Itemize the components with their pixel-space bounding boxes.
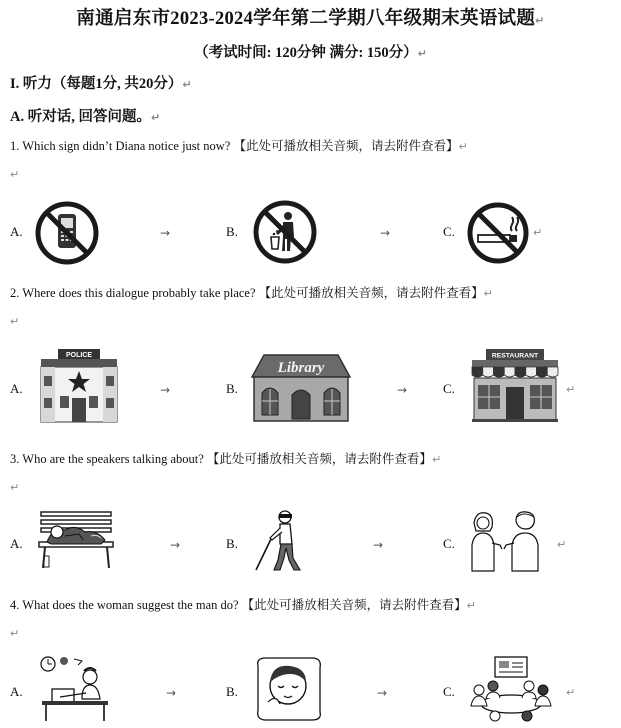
restaurant-building-icon	[470, 347, 560, 423]
two-women-talking-icon	[464, 509, 546, 573]
option-letter-b: B.	[226, 684, 238, 699]
no-littering-sign-icon	[252, 199, 318, 265]
no-smoking-sign-icon	[466, 201, 530, 265]
empty-paragraph-mark: ↵	[10, 168, 20, 181]
option-letter-c: C.	[443, 684, 455, 699]
paragraph-mark: ↵	[533, 226, 543, 239]
police-sign-text: POLICE	[65, 352, 93, 359]
page-title	[0, 4, 621, 30]
option-letter-b: B.	[226, 381, 238, 396]
question-text: 1. Which sign didn’t Diana notice just now? 【此处可播放相关音频，请去附件查看】	[10, 139, 459, 153]
empty-paragraph-mark: ↵	[10, 481, 20, 494]
paragraph-mark: ↵	[566, 686, 576, 699]
no-phone-sign-icon	[34, 200, 100, 266]
paragraph-mark: ↵	[150, 111, 161, 124]
page-title-text: 南通启东市2023-2024学年第二学期八年级期末英语试题	[76, 9, 536, 29]
homeless-man-on-bench-icon	[35, 506, 117, 572]
tab-arrow: →	[160, 383, 171, 397]
question-3	[10, 449, 441, 467]
question-text: 3. Who are the speakers talking about? 【此处可播放相关音频，请去附件查看】	[10, 452, 432, 466]
option-letter-c: C.	[443, 381, 455, 396]
question-1	[10, 136, 468, 154]
exam-info-text: （考试时间: 120分钟 满分: 150分）	[194, 45, 418, 61]
option-letter-a: A.	[10, 224, 23, 239]
section-heading	[10, 72, 192, 93]
paragraph-mark: ↵	[182, 78, 192, 91]
paragraph-mark: ↵	[557, 538, 567, 551]
subsection-heading	[10, 105, 160, 126]
exam-info	[0, 41, 621, 62]
paragraph-mark: ↵	[466, 599, 476, 612]
section-heading-text: I. 听力（每题1分, 共20分）	[10, 76, 183, 92]
option-letter-c: C.	[443, 224, 455, 239]
question-text: 4. What does the woman suggest the man do? 【此处可播放相关音频，请去附件查看】	[10, 598, 467, 612]
tab-arrow: →	[397, 383, 408, 397]
option-letter-a: A.	[10, 684, 23, 699]
paragraph-mark: ↵	[566, 383, 576, 396]
tab-arrow: →	[160, 226, 171, 240]
paragraph-mark: ↵	[458, 140, 468, 153]
group-meeting-icon	[465, 654, 557, 724]
restaurant-sign-text: RESTAURANT	[491, 352, 539, 360]
paragraph-mark: ↵	[535, 14, 545, 27]
tab-arrow: →	[380, 226, 391, 240]
option-letter-a: A.	[10, 536, 23, 551]
police-station-icon	[38, 346, 120, 424]
option-letter-c: C.	[443, 536, 455, 551]
option-letter-b: B.	[226, 224, 238, 239]
paragraph-mark: ↵	[483, 287, 493, 300]
tab-arrow: →	[170, 538, 181, 552]
library-sign-text: Library	[277, 360, 325, 376]
tab-arrow: →	[377, 686, 388, 700]
boy-sleeping-icon	[254, 654, 324, 722]
empty-paragraph-mark: ↵	[10, 315, 20, 328]
question-text: 2. Where does this dialogue probably take place? 【此处可播放相关音频，请去附件查看】	[10, 286, 484, 300]
tab-arrow: →	[373, 538, 384, 552]
library-building-icon	[248, 351, 354, 423]
blind-man-with-cane-icon	[252, 508, 306, 574]
option-letter-a: A.	[10, 381, 23, 396]
tab-arrow: →	[166, 686, 177, 700]
question-4	[10, 595, 476, 613]
empty-paragraph-mark: ↵	[10, 627, 20, 640]
subsection-heading-text: A. 听对话, 回答问题。	[10, 109, 151, 125]
stressed-worker-at-desk-icon	[38, 653, 112, 723]
paragraph-mark: ↵	[431, 453, 442, 466]
question-2	[10, 283, 493, 301]
option-letter-b: B.	[226, 536, 238, 551]
paragraph-mark: ↵	[417, 47, 427, 60]
